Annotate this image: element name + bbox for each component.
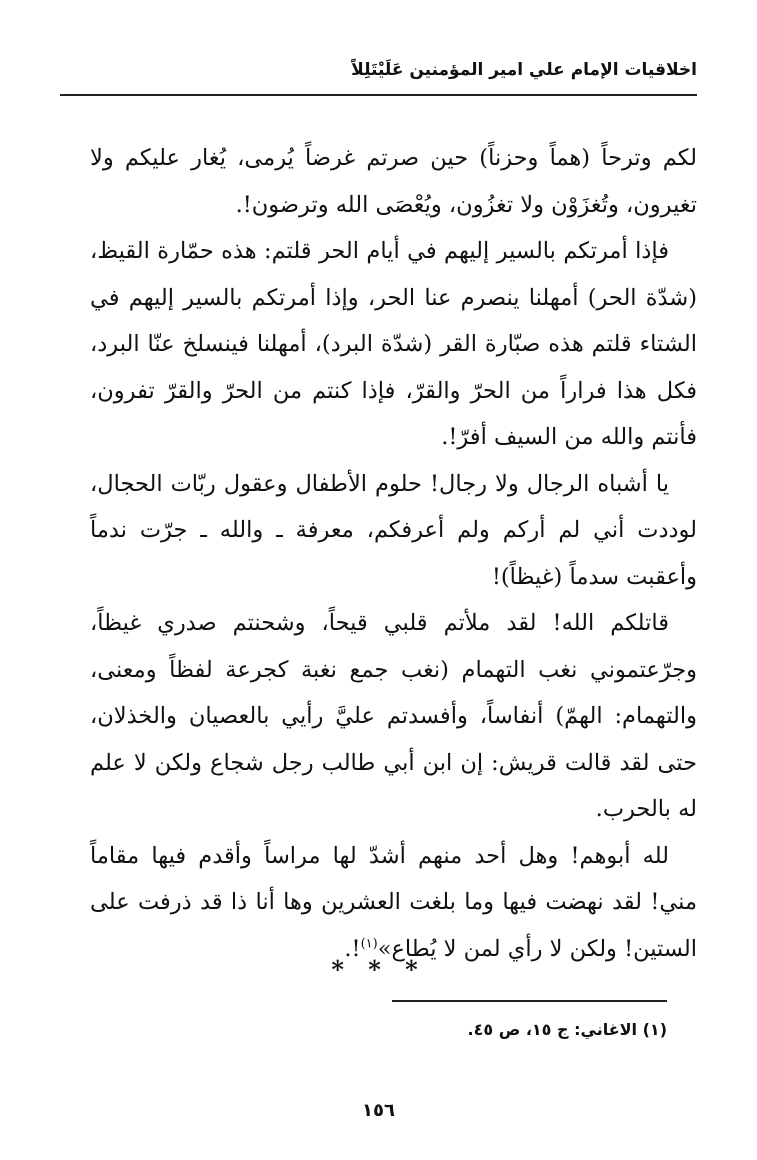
paragraph-2: فإذا أمرتكم بالسير إليهم في أيام الحر قلتم: هذه حمّارة القيظ، (شدّة الحر) أمهلنا ينصرم عنا الحر، وإذا أمرتكم بالسير إليهم في الشتاء قلتم هذه صبّارة القر (شدّة البرد)، أمهلنا فينسلخ عنّا البرد، فكل هذا فراراً من الحرّ والقرّ، فإذا كنتم من الحرّ والقرّ تفرون، فأنتم والله من السيف أفرّ!. [90, 238, 697, 450]
paragraph-1: لكم وترحاً (هماً وحزناً) حين صرتم غرضاً يُرمى، يُغار عليكم ولا تغيرون، وتُغزَوْن ولا تغزُون، ويُعْصَى الله وترضون!. [90, 145, 697, 218]
running-header: اخلاقيات الإمام علي امير المؤمنين عَلَيْتَلِلاً [351, 60, 697, 80]
page-number: ١٥٦ [362, 1100, 395, 1121]
header-rule [60, 94, 697, 96]
paragraph-4: قاتلكم الله! لقد ملأتم قلبي قيحاً، وشحنتم صدري غيظاً، وجرّعتموني نغب التهمام (نغب جمع نغبة كجرعة لفظاً ومعنى، والتهمام: الهمّ) أنفاساً، وأفسدتم عليَّ رأيي بالعصيان والخذلان، حتى لقد قالت قريش: إن ابن أبي طالب رجل شجاع ولكن لا علم له بالحرب. [90, 610, 697, 822]
paragraph-5 [90, 833, 697, 973]
paragraph-5-text: لله أبوهم! وهل أحد منهم أشدّ لها مراساً وأقدم فيها مقاماً مني! لقد نهضت فيها وما بلغت العشرين وها أنا ذا قد ذرفت على الستين! ولكن لا رأي لمن لا يُطاع» [90, 842, 697, 962]
footnote-marker: (١) [360, 936, 378, 951]
body-text [90, 135, 697, 972]
paragraph-3: يا أشباه الرجال ولا رجال! حلوم الأطفال وعقول ربّات الحجال، لوددت أني لم أركم ولم أعرفكم، معرفة ـ والله ـ جرّت ندماً وأعقبت سدماً (غيظاً)! [90, 470, 697, 590]
section-separator: * * * [331, 955, 426, 984]
footnote-rule [392, 1000, 667, 1002]
paragraph-5-ending: !. [344, 935, 361, 962]
footnote: (١) الاغاني: ج ١٥، ص ٤٥. [467, 1020, 667, 1039]
